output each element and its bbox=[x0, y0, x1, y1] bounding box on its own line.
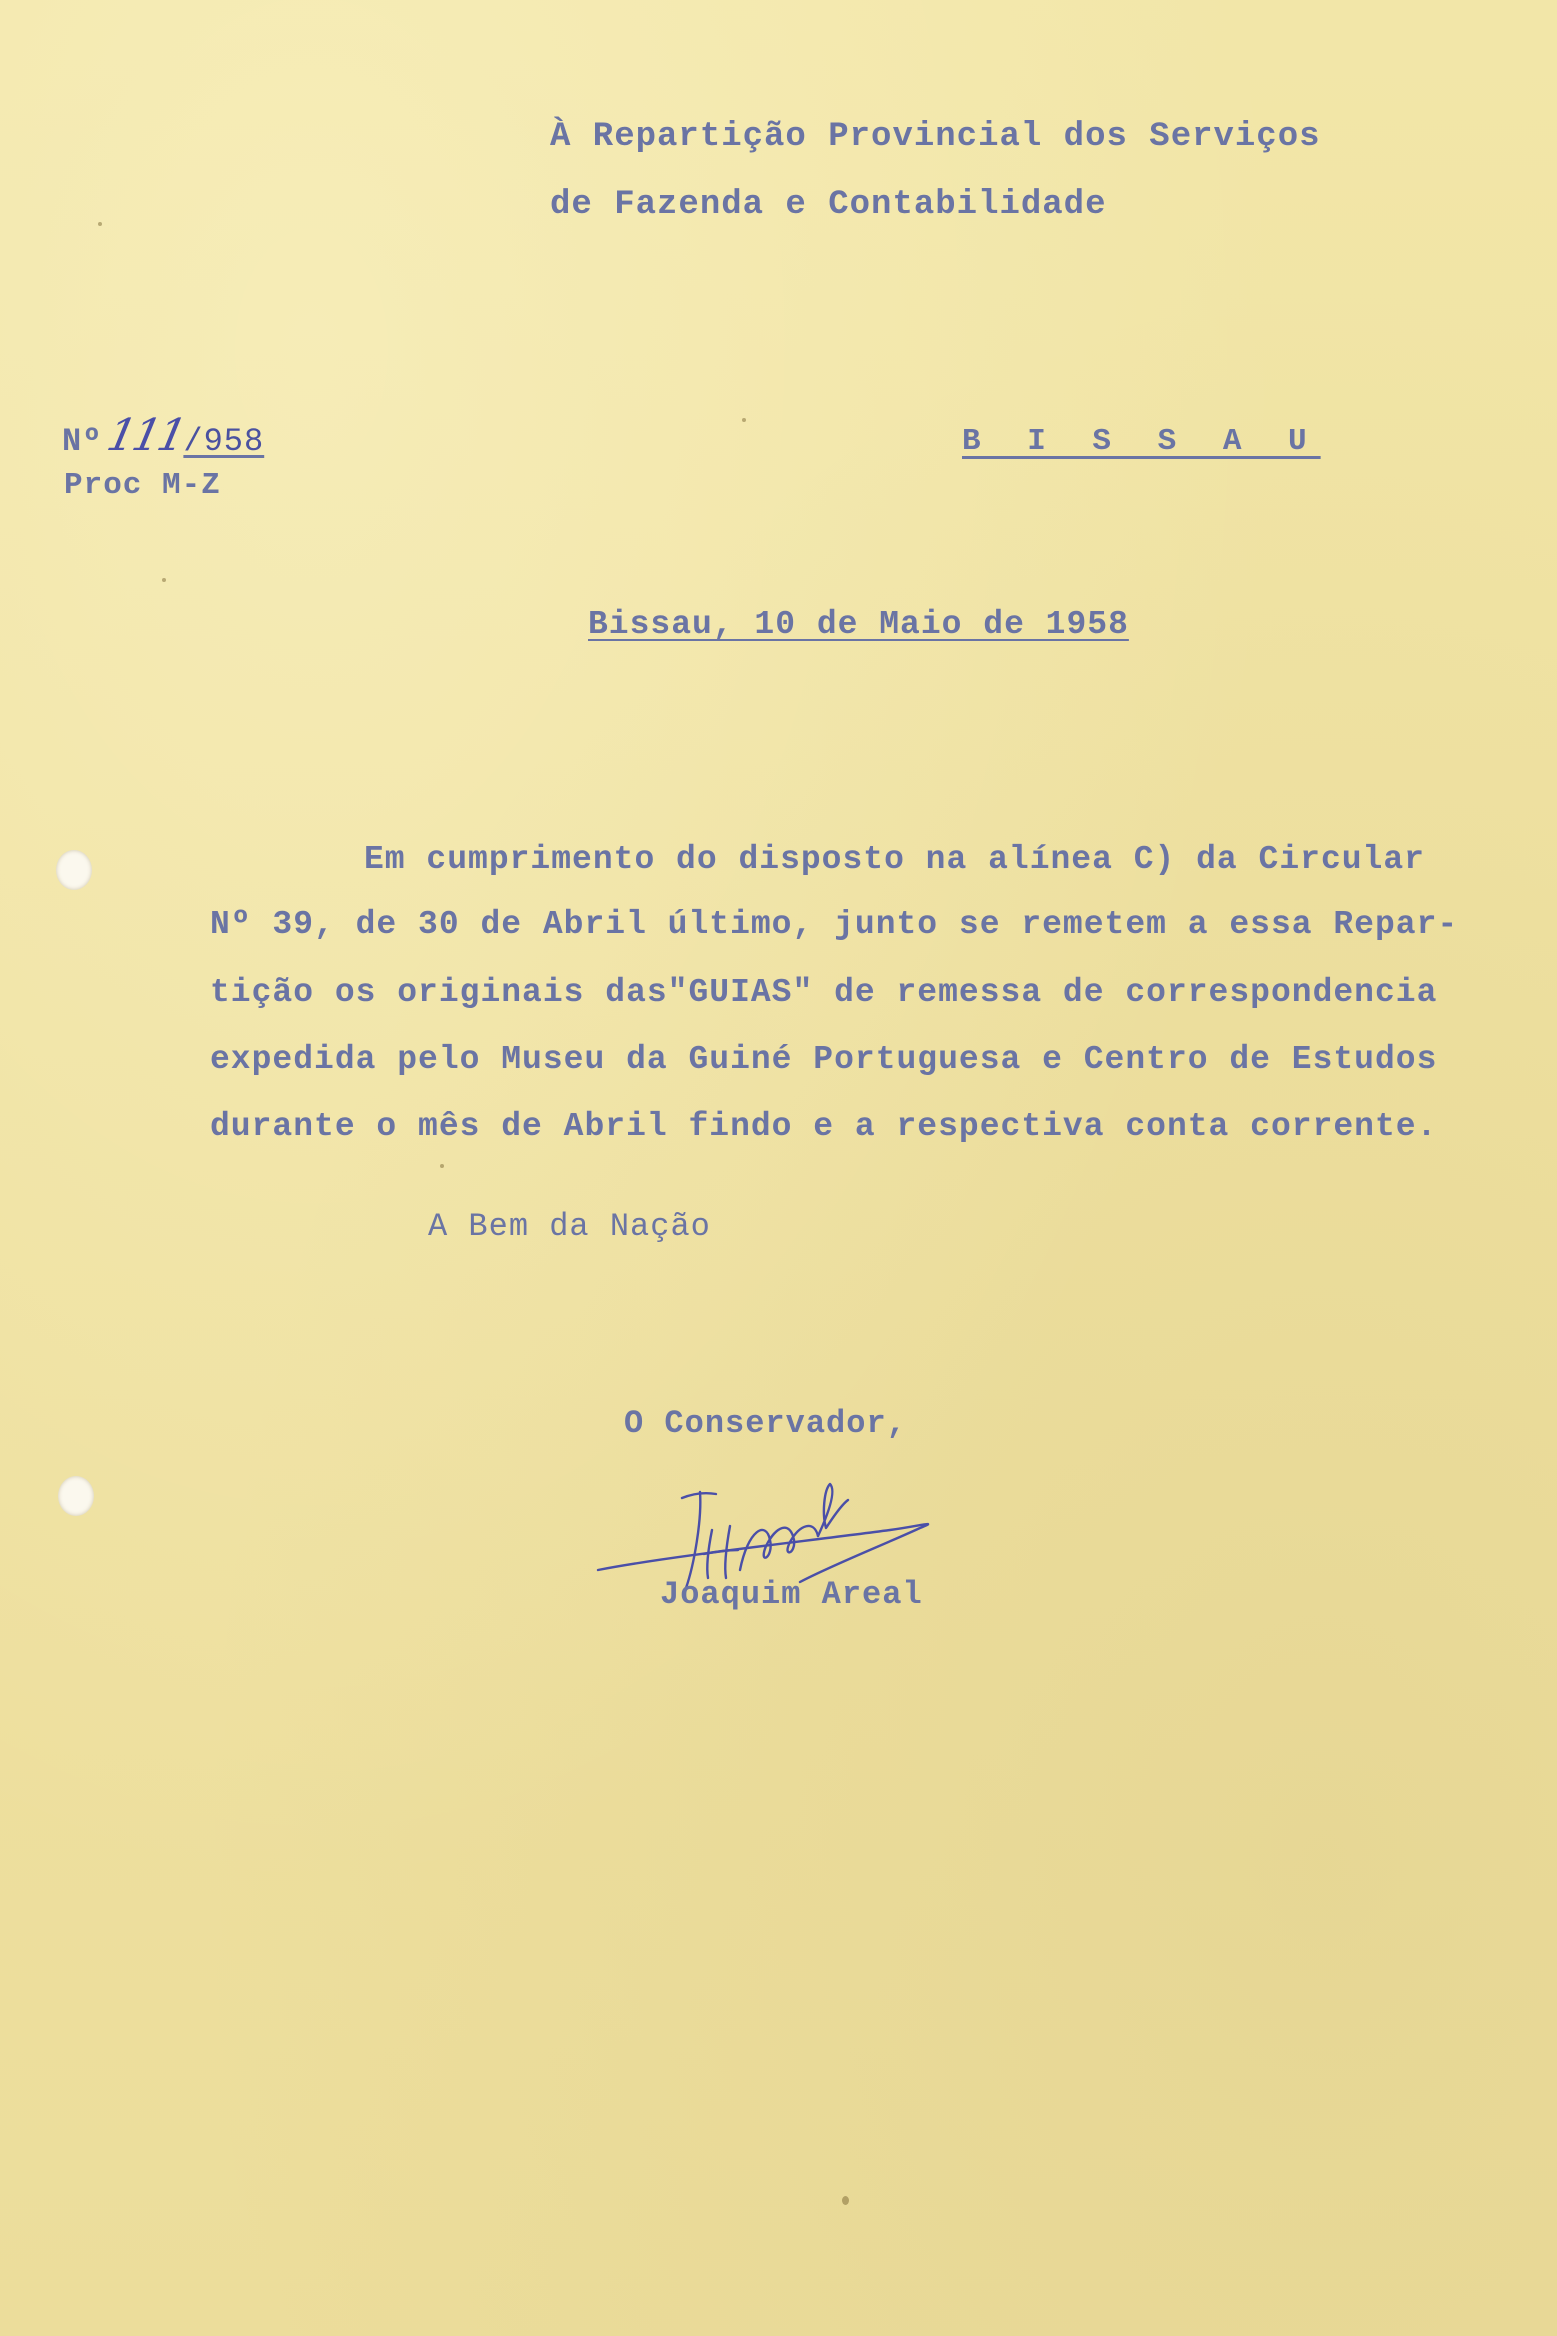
reference-year: /958 bbox=[183, 423, 265, 460]
handwritten-number: 111 bbox=[102, 410, 189, 461]
reference-number bbox=[62, 410, 264, 461]
body-line-5: durante o mês de Abril findo e a respectiva conta corrente. bbox=[210, 1108, 1438, 1145]
process-reference: Proc M-Z bbox=[64, 468, 221, 503]
signatory-name: Joaquim Areal bbox=[660, 1576, 923, 1613]
paper-speck bbox=[440, 1164, 444, 1168]
punch-hole bbox=[58, 1476, 94, 1516]
paper-speck bbox=[98, 222, 102, 226]
closing-salutation: A Bem da Nação bbox=[428, 1208, 711, 1245]
paper-speck bbox=[162, 578, 166, 582]
punch-hole bbox=[56, 850, 92, 890]
recipient-line-2: de Fazenda e Contabilidade bbox=[550, 186, 1107, 224]
body-line-1: Em cumprimento do disposto na alínea C) da Circular bbox=[364, 841, 1425, 878]
body-line-3: tição os originais das"GUIAS" de remessa de correspondencia bbox=[210, 974, 1438, 1011]
paper-speck bbox=[842, 2196, 849, 2205]
body-line-2: Nº 39, de 30 de Abril último, junto se remetem a essa Repar- bbox=[210, 906, 1459, 943]
reference-number-value bbox=[102, 410, 265, 461]
reference-number-label: Nº bbox=[62, 423, 103, 460]
body-line-4: expedida pelo Museu da Guiné Portuguesa e Centro de Estudos bbox=[210, 1041, 1438, 1078]
signatory-title: O Conservador, bbox=[624, 1405, 907, 1442]
recipient-line-1: À Repartição Provincial dos Serviços bbox=[550, 118, 1321, 156]
document-date: Bissau, 10 de Maio de 1958 bbox=[588, 606, 1129, 643]
paper-speck bbox=[742, 418, 746, 422]
city-heading: B I S S A U bbox=[962, 424, 1321, 459]
